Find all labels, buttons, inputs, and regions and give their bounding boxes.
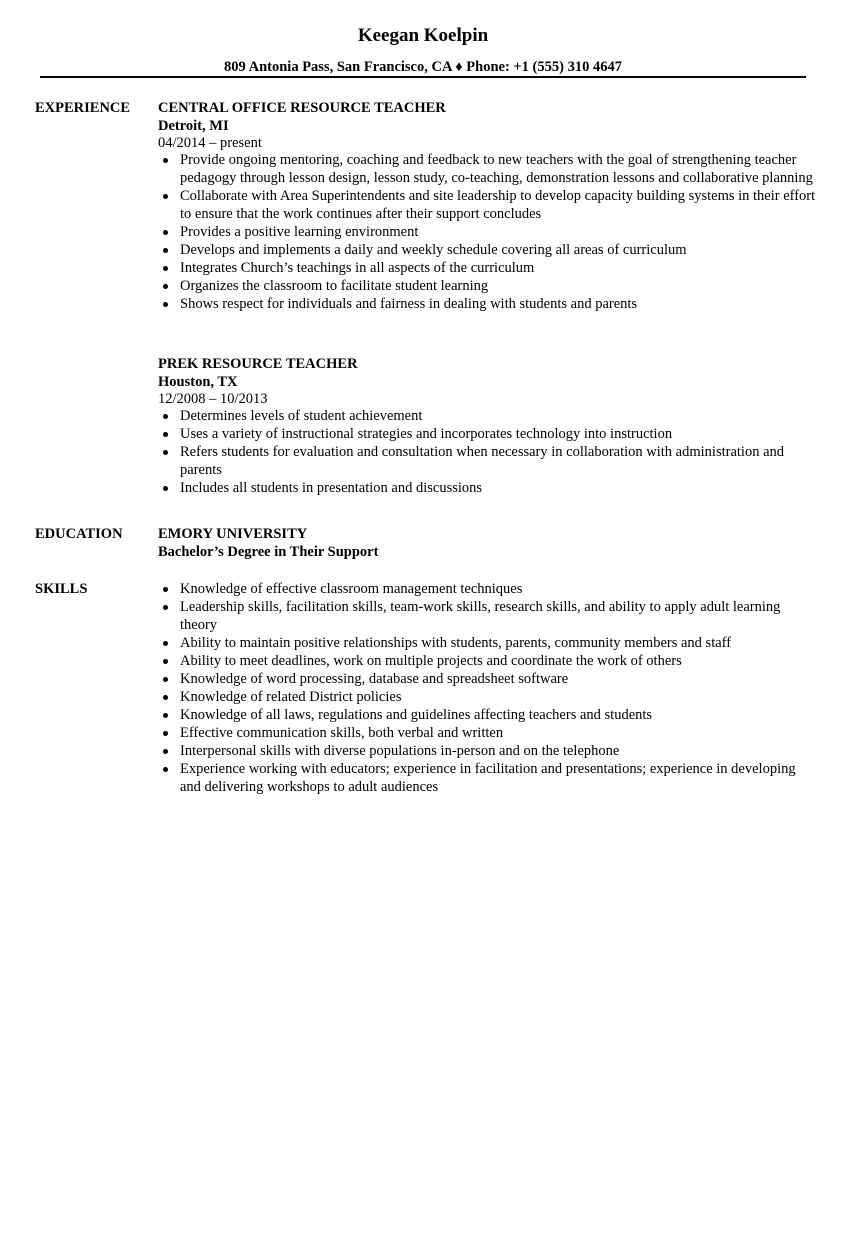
- bullet-icon: [163, 486, 168, 491]
- bullet-text: Provide ongoing mentoring, coaching and feedback to new teachers with the goal of strengthening teacher pedagogy through lesson design, lesson study, co-teaching, demonstration lessons and collaborative planning: [180, 152, 813, 186]
- bullet-text: Experience working with educators; experience in facilitation and presentations; experience in developing and delivering workshops to adult audiences: [180, 761, 796, 795]
- bullet-text: Shows respect for individuals and fairness in dealing with students and parents: [180, 296, 638, 312]
- bullet-text: Effective communication skills, both verbal and written: [180, 725, 504, 741]
- job-entry: [158, 99, 818, 313]
- list-item: [158, 742, 818, 760]
- list-item: [158, 187, 818, 223]
- bullet-icon: [163, 158, 168, 163]
- bullet-text: Collaborate with Area Superintendents and site leadership to develop capacity building systems in their effort to ensure that the work continues after their support concludes: [180, 188, 816, 222]
- bullet-text: Uses a variety of instructional strategies and incorporates technology into instruction: [180, 426, 673, 442]
- job-location: Houston, TX: [158, 374, 238, 390]
- bullet-text: Ability to meet deadlines, work on multiple projects and coordinate the work of others: [180, 653, 682, 669]
- bullet-icon: [163, 302, 168, 307]
- bullet-icon: [163, 677, 168, 682]
- list-item: [158, 580, 818, 598]
- list-item: [158, 670, 818, 688]
- bullet-icon: [163, 731, 168, 736]
- job-bullet-list: [158, 407, 818, 497]
- job-bullet-list: [158, 151, 818, 313]
- bullet-text: Provides a positive learning environment: [180, 224, 419, 240]
- bullet-icon: [163, 767, 168, 772]
- bullet-icon: [163, 230, 168, 235]
- bullet-text: Includes all students in presentation and discussions: [180, 480, 483, 496]
- list-item: [158, 151, 818, 187]
- degree: Bachelor’s Degree in Their Support: [158, 544, 379, 560]
- section-label-experience: EXPERIENCE: [35, 100, 131, 116]
- bullet-text: Knowledge of related District policies: [180, 689, 402, 705]
- job-entry: [158, 355, 818, 497]
- experience-body: [158, 99, 818, 496]
- bullet-text: Knowledge of word processing, database and spreadsheet software: [180, 671, 569, 687]
- school-name: EMORY UNIVERSITY: [158, 526, 308, 542]
- list-item: [158, 688, 818, 706]
- job-dates: 04/2014 – present: [158, 135, 262, 151]
- list-item: [158, 425, 818, 443]
- skills-body: [158, 580, 818, 796]
- list-item: [158, 277, 818, 295]
- education-body: [158, 525, 818, 561]
- bullet-icon: [163, 450, 168, 455]
- bullet-text: Refers students for evaluation and consultation when necessary in collaboration with administration and parents: [180, 444, 785, 478]
- bullet-icon: [163, 749, 168, 754]
- section-label-education: EDUCATION: [35, 526, 123, 542]
- bullet-icon: [163, 248, 168, 253]
- candidate-name: Keegan Koelpin: [357, 25, 489, 46]
- list-item: [158, 706, 818, 724]
- section-label-skills: SKILLS: [35, 581, 88, 597]
- list-item: [158, 223, 818, 241]
- bullet-icon: [163, 695, 168, 700]
- bullet-icon: [163, 659, 168, 664]
- list-item: [158, 443, 818, 479]
- bullet-icon: [163, 713, 168, 718]
- bullet-icon: [163, 641, 168, 646]
- skills-bullet-list: [158, 580, 818, 796]
- bullet-text: Organizes the classroom to facilitate student learning: [180, 278, 489, 294]
- bullet-text: Leadership skills, facilitation skills, team-work skills, research skills, and ability to apply adult learning theory: [180, 599, 781, 633]
- bullet-text: Knowledge of all laws, regulations and guidelines affecting teachers and students: [180, 707, 653, 723]
- list-item: [158, 652, 818, 670]
- bullet-icon: [163, 432, 168, 437]
- bullet-text: Ability to maintain positive relationships with students, parents, community members and staff: [180, 635, 732, 651]
- bullet-text: Knowledge of effective classroom management techniques: [180, 581, 523, 597]
- header-divider: [40, 76, 806, 78]
- list-item: [158, 760, 818, 796]
- list-item: [158, 407, 818, 425]
- list-item: [158, 598, 818, 634]
- bullet-text: Develops and implements a daily and weekly schedule covering all areas of curriculum: [180, 242, 687, 258]
- job-location: Detroit, MI: [158, 118, 229, 134]
- bullet-icon: [163, 414, 168, 419]
- bullet-text: Determines levels of student achievement: [180, 408, 423, 424]
- list-item: [158, 724, 818, 742]
- bullet-icon: [163, 587, 168, 592]
- job-title: CENTRAL OFFICE RESOURCE TEACHER: [158, 100, 446, 116]
- bullet-text: Interpersonal skills with diverse populations in-person and on the telephone: [180, 743, 620, 759]
- bullet-icon: [163, 266, 168, 271]
- contact-line: 809 Antonia Pass, San Francisco, CA ♦ Phone: +1 (555) 310 4647: [224, 59, 622, 75]
- job-title: PREK RESOURCE TEACHER: [158, 356, 358, 372]
- list-item: [158, 259, 818, 277]
- bullet-icon: [163, 284, 168, 289]
- list-item: [158, 634, 818, 652]
- bullet-icon: [163, 194, 168, 199]
- list-item: [158, 479, 818, 497]
- job-dates: 12/2008 – 10/2013: [158, 391, 268, 407]
- bullet-text: Integrates Church’s teachings in all aspects of the curriculum: [180, 260, 535, 276]
- bullet-icon: [163, 605, 168, 610]
- list-item: [158, 295, 818, 313]
- list-item: [158, 241, 818, 259]
